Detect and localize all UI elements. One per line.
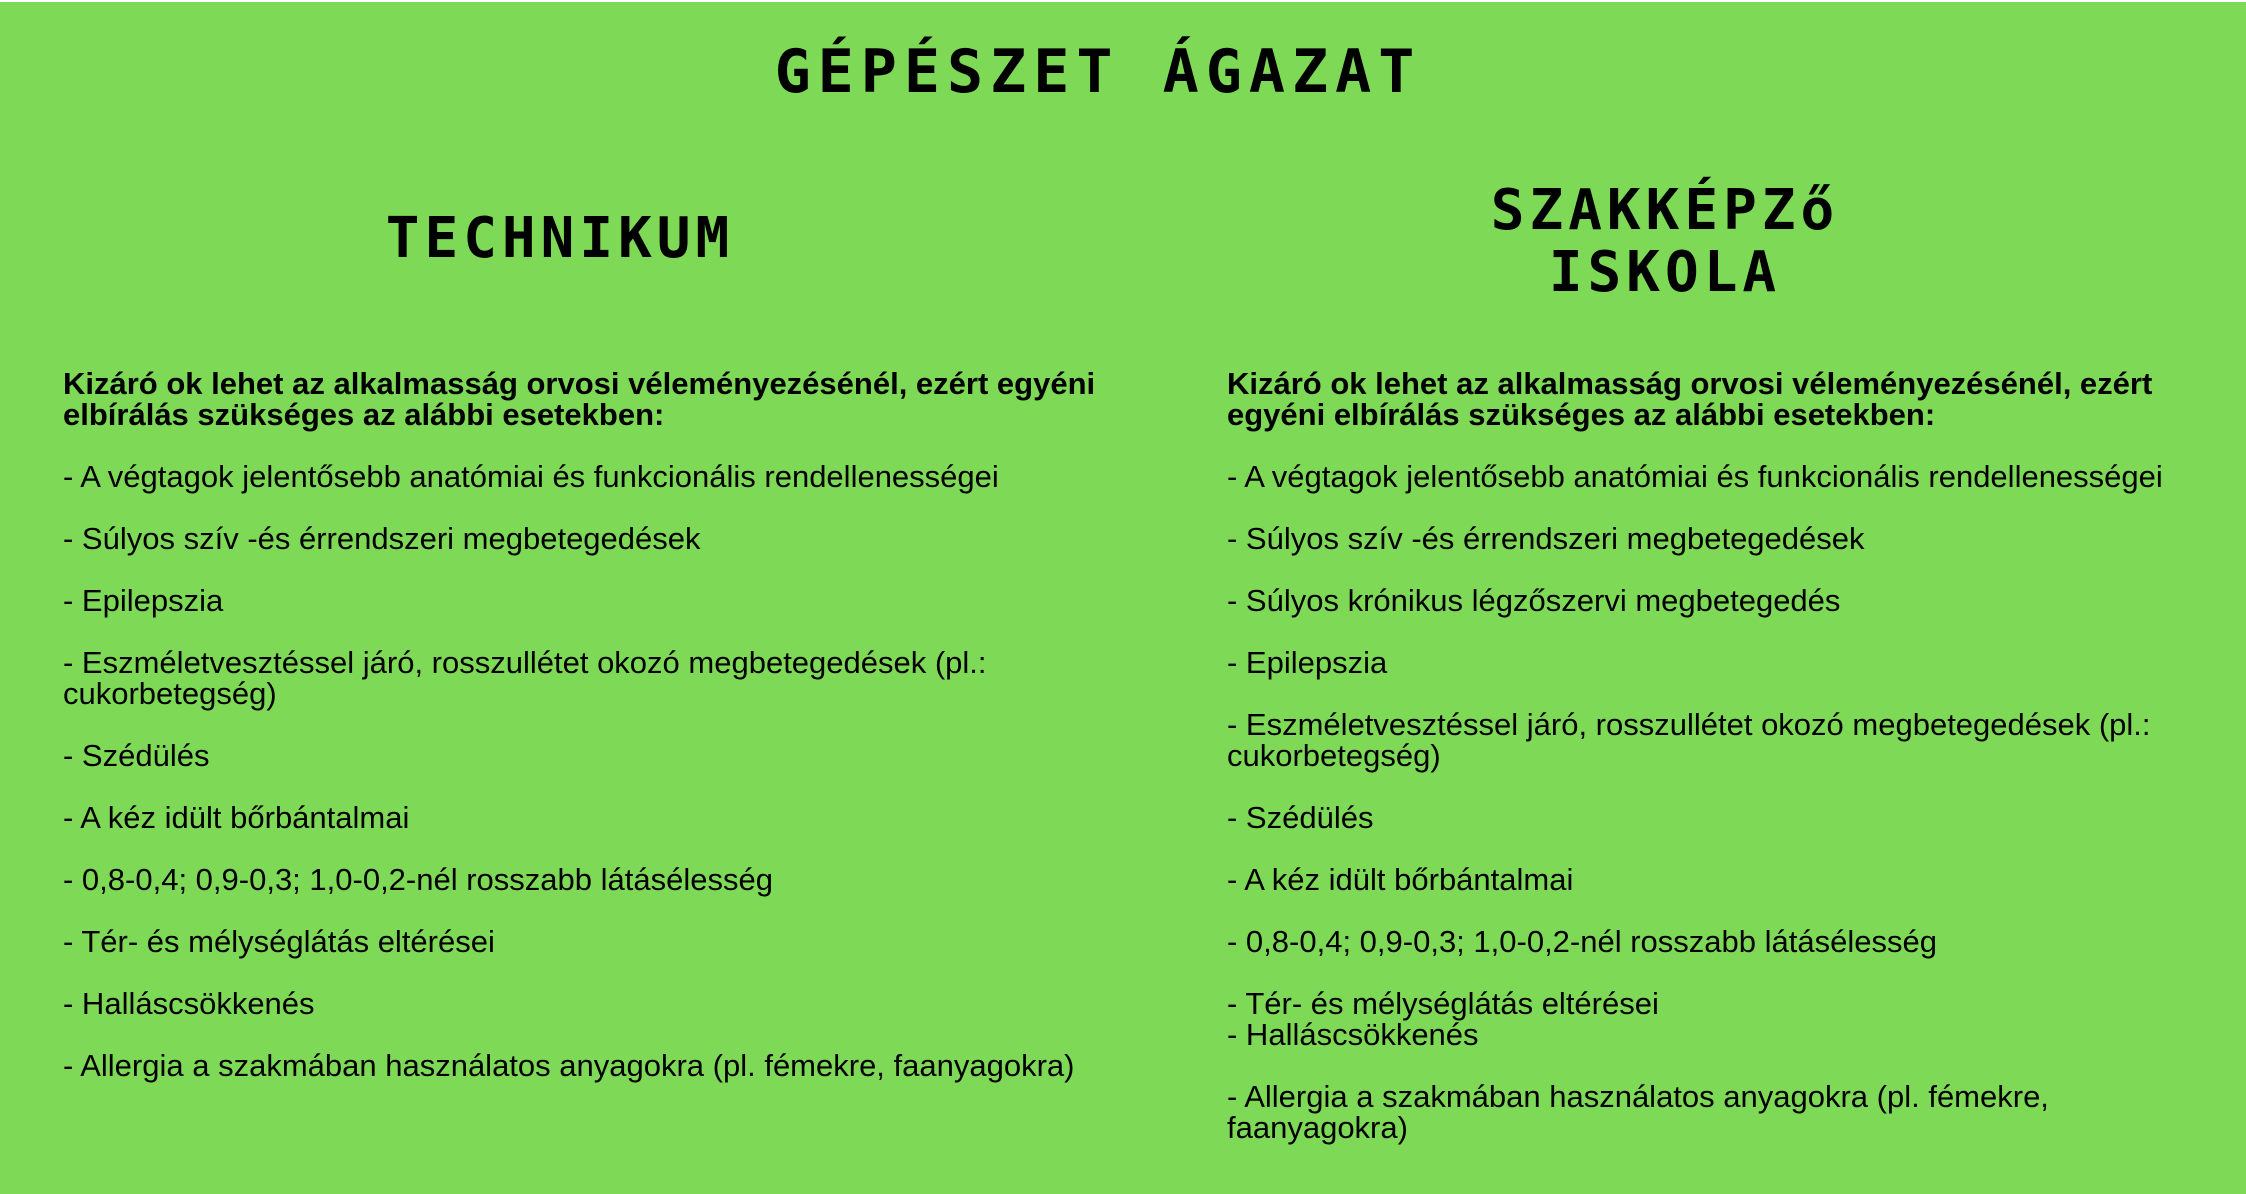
page-title: GÉPÉSZET ÁGAZAT: [774, 37, 1422, 107]
list-item: - Eszméletvesztéssel járó, rosszullétet okozó megbetegedések (pl.: cukorbetegség): [63, 645, 987, 711]
list-item: - A végtagok jelentősebb anatómiai és funkcionális rendellenességei: [1227, 459, 2163, 494]
list-item: - Allergia a szakmában használatos anyagokra (pl. fémekre, faanyagokra): [63, 1048, 1075, 1083]
list-item: - Epilepszia: [63, 583, 224, 618]
szakkepzo-intro: Kizáró ok lehet az alkalmasság orvosi véleményezésénél, ezért egyéni elbírálás szükséges az alábbi esetekben:: [1227, 366, 2153, 432]
list-item: - Súlyos krónikus légzőszervi megbetegedés: [1227, 583, 1841, 618]
list-item: - A kéz idült bőrbántalmai: [63, 800, 410, 835]
list-item: - A kéz idült bőrbántalmai: [1227, 862, 1574, 897]
list-item: - Halláscsökkenés: [63, 986, 315, 1021]
list-item: - Allergia a szakmában használatos anyagokra (pl. fémekre, faanyagokra): [1227, 1079, 2049, 1145]
list-item: - Szédülés: [1227, 800, 1374, 835]
list-item: - Eszméletvesztéssel járó, rosszullétet okozó megbetegedések (pl.: cukorbetegség): [1227, 707, 2151, 773]
list-item: - A végtagok jelentősebb anatómiai és funkcionális rendellenességei: [63, 459, 999, 494]
list-item: - Súlyos szív -és érrendszeri megbetegedések: [1227, 521, 1865, 556]
list-item: - Epilepszia: [1227, 645, 1388, 680]
szakkepzo-heading-line1: SZAKKÉPZő: [1490, 178, 1840, 243]
szakkepzo-heading-line2: ISKOLA: [1548, 240, 1782, 305]
list-item: - 0,8-0,4; 0,9-0,3; 1,0-0,2-nél rosszabb látásélesség: [1227, 924, 1937, 959]
szakkepzo-iskola-heading: [1365, 180, 1965, 304]
list-item: - Szédülés: [63, 738, 210, 773]
technikum-heading: TECHNIKUM: [385, 206, 735, 271]
top-border-line: [0, 0, 2246, 2]
list-item: - 0,8-0,4; 0,9-0,3; 1,0-0,2-nél rosszabb látásélesség: [63, 862, 773, 897]
technikum-column: [63, 368, 1173, 1112]
technikum-intro: Kizáró ok lehet az alkalmasság orvosi véleményezésénél, ezért egyéni elbírálás szükséges az alábbi esetekben:: [63, 366, 1096, 432]
list-item: - Tér- és mélységlátás eltérései: [1227, 986, 1659, 1021]
list-item: - Tér- és mélységlátás eltérései: [63, 924, 495, 959]
list-item: - Halláscsökkenés: [1227, 1017, 1479, 1052]
list-item: - Súlyos szív -és érrendszeri megbetegedések: [63, 521, 701, 556]
szakkepzo-column: [1227, 368, 2187, 1174]
